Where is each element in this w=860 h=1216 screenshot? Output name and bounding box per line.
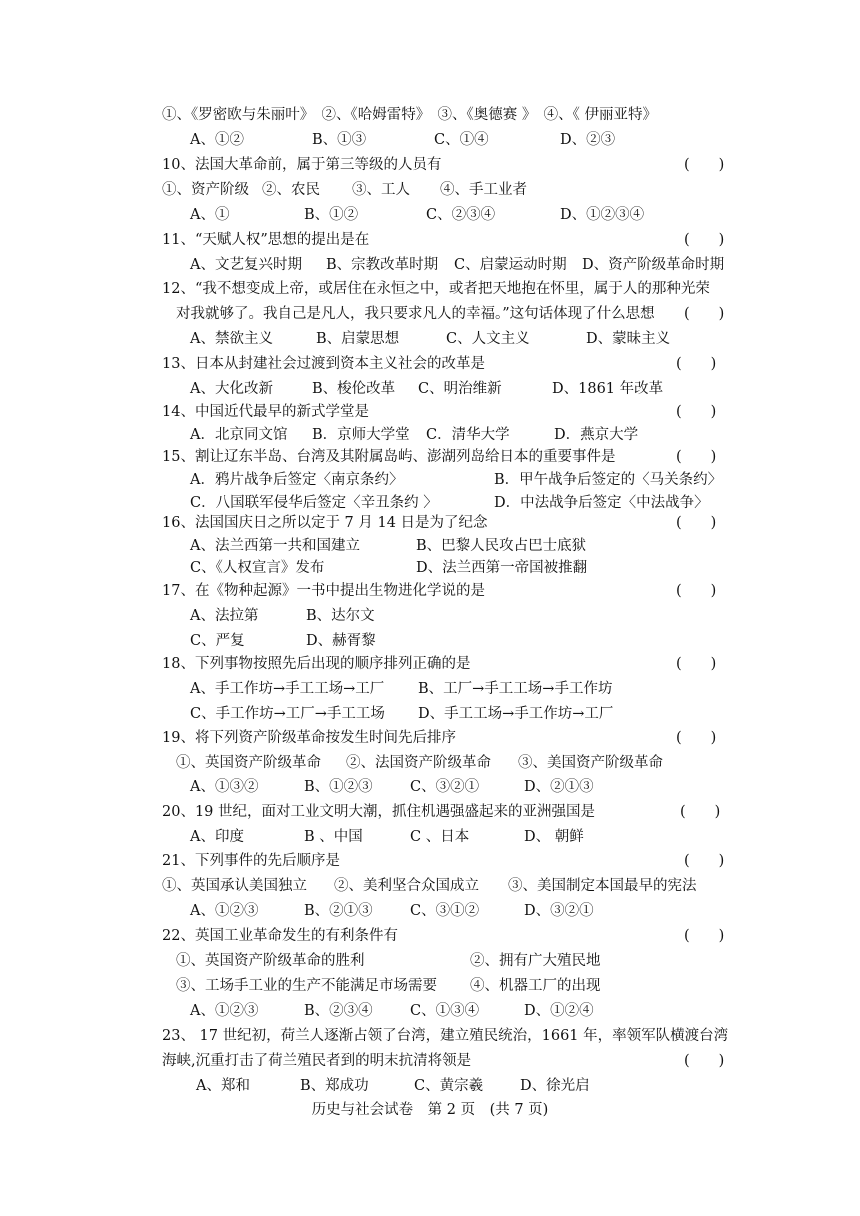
q21-items-line xyxy=(0,874,860,898)
option-c: C．清华大学 xyxy=(426,427,510,443)
question-stem-cont: 海峡,沉重打击了荷兰殖民者到的明末抗清将领是 xyxy=(162,1053,472,1069)
option-a: A、法拉第 xyxy=(190,608,259,624)
question-stem: 22、英国工业革命发生的有利条件有 xyxy=(162,928,398,944)
q17-options-line-1 xyxy=(0,604,860,628)
option-c: C、③②① xyxy=(410,779,480,795)
answer-blank: ( ) xyxy=(676,583,717,599)
q16-options-line-2 xyxy=(0,556,860,580)
answer-blank: ( ) xyxy=(684,853,725,869)
q13-stem-line xyxy=(0,352,860,376)
q17-options-line-2 xyxy=(0,629,860,653)
q14-options-line xyxy=(0,423,860,447)
answer-blank: ( ) xyxy=(676,656,717,672)
option-c: C、③①② xyxy=(410,903,480,919)
option-d: D、②③ xyxy=(560,132,616,148)
option-c: C、①③④ xyxy=(410,1003,480,1019)
option-c: C、启蒙运动时期 xyxy=(454,257,567,273)
answer-blank: ( ) xyxy=(684,157,725,173)
q18-options-line-2 xyxy=(0,702,860,726)
option-b: B．京师大学堂 xyxy=(312,427,410,443)
option-d: D、法兰西第一帝国被推翻 xyxy=(416,560,588,576)
q20-stem-line xyxy=(0,800,860,824)
q15-stem-line xyxy=(0,445,860,469)
answer-blank: ( ) xyxy=(684,232,725,248)
q22-stem-line xyxy=(0,924,860,948)
answer-blank: ( ) xyxy=(676,356,717,372)
q23-stem-line-1 xyxy=(0,1024,860,1048)
option-a: A、手工作坊→手工工场→工厂 xyxy=(190,681,385,697)
q22-items-line-2 xyxy=(0,974,860,998)
option-d: D、手工工场→手工作坊→工厂 xyxy=(418,706,614,722)
answer-blank: ( ) xyxy=(684,306,725,322)
item-1: ①、英国承认美国独立 xyxy=(162,878,307,894)
option-a: A、① xyxy=(190,207,230,223)
option-b: B、郑成功 xyxy=(300,1078,369,1094)
option-b: B、①③ xyxy=(312,132,367,148)
q23-options-line xyxy=(0,1074,860,1098)
option-a: A、印度 xyxy=(190,829,244,845)
q21-stem-line xyxy=(0,849,860,873)
question-stem: 18、下列事物按照先后出现的顺序排列正确的是 xyxy=(162,656,471,672)
question-stem: 21、下列事件的先后顺序是 xyxy=(162,853,340,869)
option-b: B、①② xyxy=(304,207,359,223)
q10-options-line xyxy=(0,203,860,227)
option-a: A、①② xyxy=(190,132,244,148)
q18-options-line-1 xyxy=(0,677,860,701)
option-a: A、文艺复兴时期 xyxy=(190,257,302,273)
option-d: D、②①③ xyxy=(524,779,594,795)
option-c: C、《人权宣言》发布 xyxy=(190,560,325,576)
option-a: A、大化改新 xyxy=(190,381,273,397)
option-a: A、法兰西第一共和国建立 xyxy=(190,538,360,554)
option-b: B．甲午战争后签定的〈马关条约〉 xyxy=(494,472,723,488)
option-c: C、①④ xyxy=(434,132,489,148)
q9-items: ①、《罗密欧与朱丽叶》 ②、《哈姆雷特》 ③、《奥德赛 》 ④、《 伊丽亚特》 xyxy=(162,107,657,123)
answer-blank: ( ) xyxy=(684,928,725,944)
item-2: ②、拥有广大殖民地 xyxy=(470,953,601,969)
item-3: ③、工人 xyxy=(352,182,410,198)
question-stem: 11、“天赋人权”思想的提出是在 xyxy=(162,232,370,248)
q12-options-line xyxy=(0,327,860,351)
q16-stem-line xyxy=(0,511,860,535)
q17-stem-line xyxy=(0,579,860,603)
answer-blank: ( ) xyxy=(676,730,717,746)
answer-blank: ( ) xyxy=(676,515,717,531)
q12-stem-line-1 xyxy=(0,277,860,301)
item-4: ④、手工业者 xyxy=(440,182,527,198)
option-c: C、严复 xyxy=(190,633,245,649)
q9-items-line xyxy=(0,103,860,127)
question-stem: 19、将下列资产阶级革命按发生时间先后排序 xyxy=(162,730,456,746)
option-c: C、黄宗羲 xyxy=(414,1078,484,1094)
item-2: ②、农民 xyxy=(262,182,320,198)
option-b: B、②③④ xyxy=(304,1003,373,1019)
option-d: D、资产阶级革命时期 xyxy=(582,257,725,273)
q12-stem-line-2 xyxy=(0,302,860,326)
option-b: B、巴黎人民攻占巴士底狱 xyxy=(416,538,587,554)
option-b: B、②①③ xyxy=(304,903,373,919)
question-stem: 13、日本从封建社会过渡到资本主义社会的改革是 xyxy=(162,356,485,372)
option-b: B、宗教改革时期 xyxy=(326,257,439,273)
question-stem: 10、法国大革命前，属于第三等级的人员有 xyxy=(162,157,442,173)
q22-options-line xyxy=(0,999,860,1023)
item-4: ④、机器工厂的出现 xyxy=(470,978,601,994)
option-c: C、明治维新 xyxy=(418,381,502,397)
q22-items-line-1 xyxy=(0,949,860,973)
option-a: A、①②③ xyxy=(190,1003,259,1019)
q21-options-line xyxy=(0,899,860,923)
item-1: ①、资产阶级 xyxy=(162,182,249,198)
answer-blank: ( ) xyxy=(684,1053,725,1069)
q10-stem-line xyxy=(0,153,860,177)
option-d: D、 朝鲜 xyxy=(524,829,584,845)
answer-blank: ( ) xyxy=(676,404,717,420)
item-3: ③、工场手工业的生产不能满足市场需要 xyxy=(176,978,437,994)
q11-options-line xyxy=(0,253,860,277)
question-stem: 23、 17 世纪初，荷兰人逐渐占领了台湾，建立殖民统治，1661 年，率领军队横渡台湾 xyxy=(162,1028,729,1044)
option-a: A．北京同文馆 xyxy=(190,427,288,443)
item-2: ②、法国资产阶级革命 xyxy=(346,755,491,771)
item-1: ①、英国资产阶级革命的胜利 xyxy=(176,953,365,969)
q23-stem-line-2 xyxy=(0,1049,860,1073)
question-stem: 15、割让辽东半岛、台湾及其附属岛屿、澎湖列岛给日本的重要事件是 xyxy=(162,449,616,465)
question-stem: 16、法国国庆日之所以定于 7 月 14 日是为了纪念 xyxy=(162,515,488,531)
option-b: B、达尔文 xyxy=(306,608,375,624)
q13-options-line xyxy=(0,377,860,401)
q20-options-line xyxy=(0,825,860,849)
question-stem: 20、19 世纪，面对工业文明大潮，抓住机遇强盛起来的亚洲强国是 xyxy=(162,804,596,820)
question-stem: 14、中国近代最早的新式学堂是 xyxy=(162,404,369,420)
q19-options-line xyxy=(0,775,860,799)
question-stem-cont: 对我就够了。我自己是凡人，我只要求凡人的幸福。”这句话体现了什么思想 xyxy=(176,306,655,322)
item-1: ①、英国资产阶级革命 xyxy=(176,755,321,771)
q11-stem-line xyxy=(0,228,860,252)
option-b: B、启蒙思想 xyxy=(316,331,400,347)
option-d: D、①②③④ xyxy=(560,207,645,223)
q19-items-line xyxy=(0,751,860,775)
option-a: A．鸦片战争后签定〈南京条约〉 xyxy=(190,472,404,488)
item-3: ③、美国资产阶级革命 xyxy=(518,755,663,771)
option-c: C 、日本 xyxy=(410,829,470,845)
option-d: D．燕京大学 xyxy=(554,427,639,443)
option-a: A、禁欲主义 xyxy=(190,331,273,347)
option-d: D、③②① xyxy=(524,903,594,919)
option-c: C、手工作坊→工厂→手工工场 xyxy=(190,706,385,722)
page-footer: 历史与社会试卷 第 2 页 (共 7 页) xyxy=(311,1102,549,1118)
item-3: ③、美国制定本国最早的宪法 xyxy=(508,878,697,894)
question-stem: 17、在《物种起源》一书中提出生物进化学说的是 xyxy=(162,583,485,599)
q14-stem-line xyxy=(0,400,860,424)
option-c: C．八国联军侵华后签定〈辛丑条约 〉 xyxy=(190,495,438,511)
option-a: A、①②③ xyxy=(190,903,259,919)
q10-items-line xyxy=(0,178,860,202)
option-d: D、赫胥黎 xyxy=(306,633,376,649)
q19-stem-line xyxy=(0,726,860,750)
option-c: C、②③④ xyxy=(426,207,496,223)
answer-blank: ( ) xyxy=(676,449,717,465)
option-b: B 、中国 xyxy=(304,829,363,845)
option-a: A、郑和 xyxy=(196,1078,250,1094)
option-d: D、蒙昧主义 xyxy=(586,331,671,347)
option-a: A、①③② xyxy=(190,779,259,795)
option-b: B、工厂→手工工场→手工作坊 xyxy=(418,681,613,697)
option-d: D．中法战争后签定〈中法战争〉 xyxy=(494,495,709,511)
q16-options-line-1 xyxy=(0,534,860,558)
q18-stem-line xyxy=(0,652,860,676)
answer-blank: ( ) xyxy=(680,804,721,820)
option-b: B、梭伦改革 xyxy=(312,381,396,397)
q9-options-line xyxy=(0,128,860,152)
option-c: C、人文主义 xyxy=(446,331,530,347)
option-b: B、①②③ xyxy=(304,779,373,795)
question-stem: 12、“我不想变成上帝，或居住在永恒之中，或者把天地抱在怀里，属于人的那种光荣 xyxy=(162,281,710,297)
option-d: D、1861 年改革 xyxy=(552,381,664,397)
item-2: ②、美利坚合众国成立 xyxy=(334,878,479,894)
option-d: D、①②④ xyxy=(524,1003,594,1019)
option-d: D、徐光启 xyxy=(520,1078,590,1094)
q15-options-line-1 xyxy=(0,468,860,492)
